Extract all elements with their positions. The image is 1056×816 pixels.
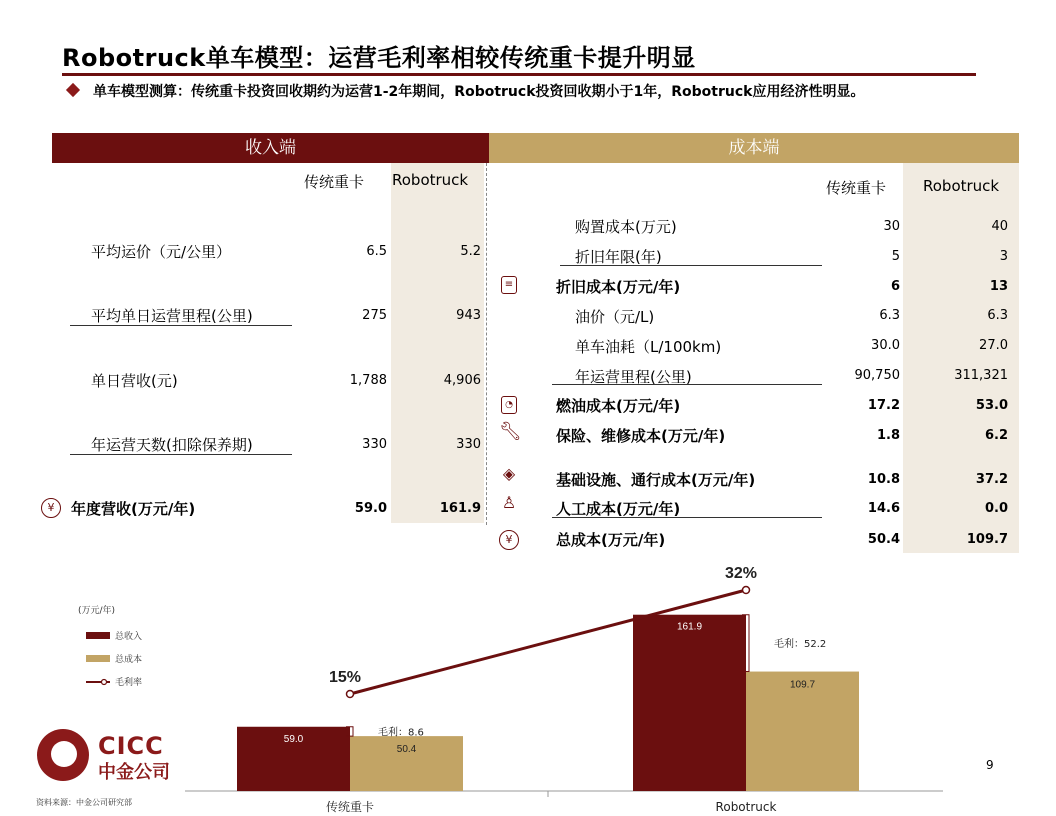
- cost-underline-2: [552, 384, 822, 385]
- legend-label-revenue: 总收入: [115, 632, 143, 642]
- worker-icon: ♙: [501, 493, 517, 512]
- diamond-bullet-icon: [66, 83, 80, 97]
- cost-underline-1: [560, 265, 822, 266]
- logo-text-en: CICC: [98, 732, 164, 760]
- revenue-header: 收入端: [52, 133, 489, 163]
- margin-rate-point-0: [347, 691, 354, 698]
- cost-v1-total: 50.4: [867, 532, 900, 547]
- cost-underline-3: [552, 517, 822, 518]
- wrench-icon: 🔧︎: [499, 421, 522, 442]
- source-note: 资料来源：中金公司研究部: [36, 798, 132, 807]
- margin-rate-label-1: 32%: [724, 565, 758, 582]
- rev-v1-mileage: 275: [362, 308, 387, 323]
- cicc-logo-inner: [51, 741, 77, 767]
- cost-label-purchase: 购置成本(万元): [575, 218, 677, 236]
- cost-label-insurance: 保险、维修成本(万元/年): [556, 427, 726, 445]
- cost-label-dep-cost: 折旧成本(万元/年): [556, 278, 681, 296]
- rev-v1-price: 6.5: [366, 244, 387, 259]
- rev-v1-annual: 59.0: [354, 501, 387, 516]
- layers-icon: ◈: [502, 464, 516, 483]
- cost-label-annual-mileage: 年运营里程(公里): [575, 368, 692, 386]
- rev-col-robotruck: Robotruck: [392, 171, 469, 189]
- cost-v1-dep-years: 5: [891, 249, 900, 264]
- bar-label-revenue-1: 161.9: [676, 621, 703, 633]
- logo-text-cn: 中金公司: [98, 762, 170, 783]
- cost-label-fuel: 燃油成本(万元/年): [556, 397, 681, 415]
- cost-v1-annual-mileage: 90,750: [854, 368, 900, 383]
- rev-v2-mileage: 943: [456, 308, 481, 323]
- rev-v2-annual: 161.9: [439, 501, 481, 516]
- margin-rate-label-0: 15%: [328, 669, 362, 686]
- rev-v1-daily: 1,788: [349, 373, 387, 388]
- rev-v2-days: 330: [456, 437, 481, 452]
- cost-v2-infra: 37.2: [975, 472, 1008, 487]
- legend-marker-margin: [102, 680, 107, 685]
- rev-col-traditional: 传统重卡: [304, 173, 365, 191]
- cost-v2-oil-price: 6.3: [987, 308, 1008, 323]
- cost-v2-consumption: 27.0: [979, 338, 1008, 353]
- rev-underline-2: [70, 454, 292, 455]
- rev-v1-days: 330: [362, 437, 387, 452]
- cost-v2-purchase: 40: [991, 219, 1008, 234]
- category-label-1: Robotruck: [715, 800, 777, 814]
- cost-col-traditional: 传统重卡: [826, 179, 887, 197]
- total-cost-yuan-icon: ¥: [499, 530, 519, 550]
- cost-v1-consumption: 30.0: [871, 338, 900, 353]
- bar-revenue-1: [633, 615, 746, 791]
- cost-label-total: 总成本(万元/年): [556, 531, 666, 549]
- rev-label-annual: 年度营收(万元/年): [71, 500, 196, 518]
- bar-label-cost-1: 109.7: [789, 679, 816, 691]
- fuel-gauge-icon: ◔: [501, 396, 517, 414]
- cost-v1-fuel: 17.2: [867, 398, 900, 413]
- cost-col-robotruck: Robotruck: [923, 177, 1000, 195]
- cost-v2-insurance: 6.2: [984, 428, 1008, 443]
- cost-v1-oil-price: 6.3: [879, 308, 900, 323]
- legend-swatch-revenue: [86, 632, 110, 639]
- rev-label-mileage: 平均单日运营里程(公里): [91, 307, 253, 325]
- rev-v2-price: 5.2: [460, 244, 481, 259]
- cost-v2-total: 109.7: [966, 532, 1008, 547]
- rev-label-days: 年运营天数(扣除保养期): [91, 436, 253, 454]
- bar-label-cost-0: 50.4: [396, 744, 417, 756]
- robotruck-revenue-highlight: [391, 163, 484, 523]
- page-number: 9: [986, 758, 994, 772]
- margin-rate-point-1: [743, 587, 750, 594]
- cost-v2-dep-years: 3: [999, 249, 1008, 264]
- document-icon: ≡: [501, 276, 517, 294]
- cost-v1-dep-cost: 6: [890, 279, 900, 294]
- margin-annotation-1: 毛利：52.2: [774, 639, 827, 651]
- cost-v1-labor: 14.6: [867, 501, 900, 516]
- cost-v2-labor: 0.0: [984, 501, 1008, 516]
- cost-label-dep-years: 折旧年限(年): [575, 248, 662, 266]
- cost-label-labor: 人工成本(万元/年): [556, 500, 681, 518]
- page-title: Robotruck单车模型：运营毛利率相较传统重卡提升明显: [62, 44, 696, 72]
- cost-label-infra: 基础设施、通行成本(万元/年): [556, 471, 756, 489]
- cost-label-oil-price: 油价（元/L): [575, 308, 655, 326]
- margin-annotation-0: 毛利：8.6: [378, 727, 424, 739]
- cost-v1-purchase: 30: [883, 219, 900, 234]
- yuan-coin-icon: ¥: [41, 498, 61, 518]
- section-divider: [486, 163, 487, 525]
- title-rule: [62, 73, 976, 76]
- rev-label-daily: 单日营收(元): [91, 372, 178, 390]
- cost-v2-dep-cost: 13: [989, 279, 1008, 294]
- cost-v1-infra: 10.8: [867, 472, 900, 487]
- rev-v2-daily: 4,906: [443, 373, 481, 388]
- rev-label-price: 平均运价（元/公里）: [91, 243, 232, 261]
- category-label-0: 传统重卡: [325, 800, 375, 814]
- legend-swatch-cost: [86, 655, 110, 662]
- cost-v1-insurance: 1.8: [876, 428, 900, 443]
- cost-header: 成本端: [489, 133, 1019, 163]
- cost-v2-fuel: 53.0: [975, 398, 1008, 413]
- chart-unit-label: (万元/年): [78, 606, 116, 616]
- legend-label-margin: 毛利率: [115, 678, 143, 688]
- legend-label-cost: 总成本: [115, 655, 143, 665]
- cost-label-consumption: 单车油耗（L/100km): [575, 338, 722, 356]
- cost-v2-annual-mileage: 311,321: [954, 368, 1008, 383]
- rev-underline-1: [70, 325, 292, 326]
- bar-label-revenue-0: 59.0: [283, 733, 304, 745]
- summary-note: 单车模型测算：传统重卡投资回收期约为运营1-2年期间，Robotruck投资回收期小于1年，Robotruck应用经济性明显。: [93, 84, 865, 100]
